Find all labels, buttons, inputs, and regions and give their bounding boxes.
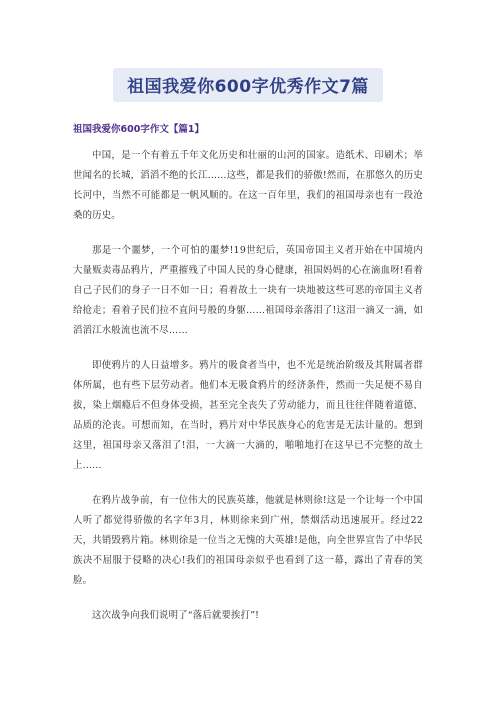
section-heading: 祖国我爱你600字作文【篇1】 (73, 124, 204, 135)
document-title: 祖国我爱你600字优秀作文7篇 (113, 68, 383, 102)
document-body (73, 146, 423, 641)
paragraph: 那是一个噩梦，一个可怕的噩梦!19世纪后，英国帝国主义者开始在中国境内大量贩卖毒品鸦片，严重摧残了中国人民的身心健康，祖国妈妈的心在滴血呀!看着自己子民们的身子一日不如一日；看着故土一块有一块地被这些可恶的帝国主义者给抢走；看着子民们拉不直问号般的身躯……祖国母亲落泪了!这泪一滴又一滴，如滔滔江水般流也流不尽…… (73, 245, 423, 336)
paragraph: 中国，是一个有着五千年文化历史和壮丽的山河的国家。造纸术、印刷术；举世闻名的长城，滔滔不绝的长江……这些，都是我们的骄傲!然而，在那悠久的历史长河中，当然不可能都是一帆风顺的。在这一百年里，我们的祖国母亲也有一段沧桑的历史。 (73, 150, 423, 221)
paragraph: 即使鸦片的人日益增多。鸦片的吸食者当中，也不光是统治阶级及其附属者群体所属，也有些下层劳动者。他们本无吸食鸦片的经济条件，然而一失足便不易自拔，染上烟瘾后不但身体受损，甚至完全丧失了劳动能力，而且往往伴随着道德、品质的沦丧。可想而知，在当时，鸦片对中华民族身心的危害是无法计量的。想到这里，祖国母亲又落泪了!泪，一大滴一大滴的，啪啪地打在这早已不完整的故土上…… (73, 360, 423, 471)
paragraph: 这次战争向我们说明了“落后就要挨打”! (92, 610, 260, 621)
title-container (0, 68, 496, 102)
paragraph: 在鸦片战争前，有一位伟大的民族英雄，他就是林则徐!这是一个让每一个中国人听了都觉得骄傲的名字年3月，林则徐来到广州，禁烟活动迅速展开。经过22天，共销毁鸦片箱。林则徐是一位当之无愧的大英雄!是他，向全世界宣告了中华民族决不屈服于侵略的决心!我们的祖国母亲似乎也看到了这一幕，露出了青春的笑脸。 (73, 495, 423, 586)
